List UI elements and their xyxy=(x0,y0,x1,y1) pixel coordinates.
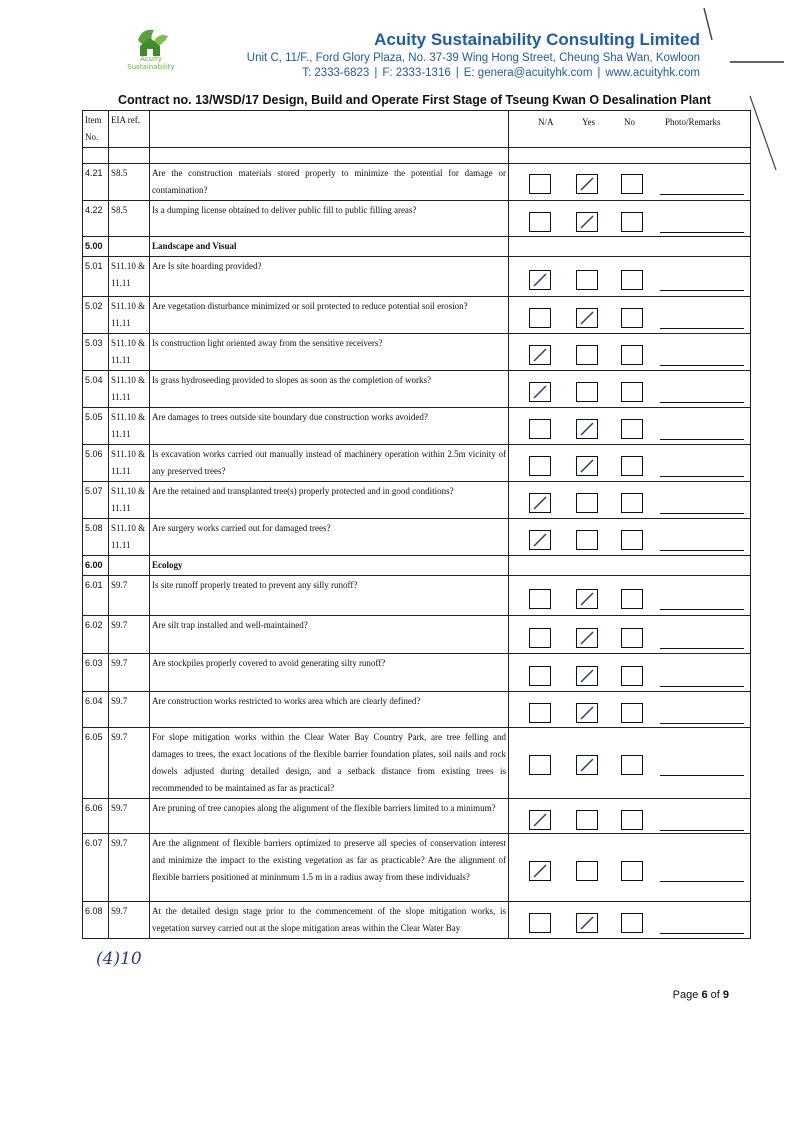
table-row xyxy=(83,371,751,408)
table-row xyxy=(83,164,751,201)
section-title: Ecology xyxy=(150,556,509,576)
item-number: 4.22 xyxy=(83,201,109,237)
na-checkbox[interactable] xyxy=(529,666,551,686)
na-checkbox[interactable] xyxy=(529,174,551,194)
remarks-field[interactable] xyxy=(660,512,744,514)
eia-ref: S9.7 xyxy=(109,616,150,654)
item-number: 6.01 xyxy=(83,576,109,616)
check-cell xyxy=(509,692,751,728)
na-checkbox[interactable] xyxy=(529,628,551,648)
remarks-field[interactable] xyxy=(660,647,744,649)
checkmark-icon xyxy=(579,177,595,191)
na-checkbox[interactable] xyxy=(529,419,551,439)
yes-checkbox[interactable] xyxy=(576,913,598,933)
checkmark-icon xyxy=(532,864,548,878)
no-checkbox[interactable] xyxy=(621,810,643,830)
page-header xyxy=(0,0,794,107)
eia-ref: S11.10 & 11.11 xyxy=(109,297,150,334)
yes-checkbox[interactable] xyxy=(576,755,598,775)
checkmark-icon xyxy=(579,592,595,606)
no-checkbox[interactable] xyxy=(621,628,643,648)
yes-checkbox[interactable] xyxy=(576,345,598,365)
item-number: 5.08 xyxy=(83,519,109,556)
question-text: At the detailed design stage prior to the commencement of the slope mitigation works, is vegetation survey carried out at the slope mitigation areas within the Clear Water Bay xyxy=(150,902,509,939)
question-text: For slope mitigation works within the Clear Water Bay Country Park, are tree felling and damages to trees, the exact locations of the flexible barrier foundation plates, soil nails and rock dowels adjusted during detailed design, and a setback distance from existing trees is recommended to be maintained as far as practical? xyxy=(150,728,509,799)
table-row xyxy=(83,834,751,902)
checkmark-icon xyxy=(532,813,548,827)
company-name: Acuity Sustainability Consulting Limited xyxy=(374,30,700,49)
checkmark-icon xyxy=(532,496,548,510)
question-text: Are pruning of tree canopies along the alignment of the flexible barriers limited to a minimum? xyxy=(150,799,509,834)
item-number: 6.00 xyxy=(83,556,109,576)
question-text: Is excavation works carried out manually instead of machinery operation within 2.5m vicinity of any preserved trees? xyxy=(150,445,509,482)
table-row xyxy=(83,201,751,237)
remarks-field[interactable] xyxy=(660,364,744,366)
no-checkbox[interactable] xyxy=(621,382,643,402)
question-text: Are silt trap installed and well-maintained? xyxy=(150,616,509,654)
item-number: 5.05 xyxy=(83,408,109,445)
header-na: N/A xyxy=(538,117,554,127)
contract-title: Contract no. 13/WSD/17 Design, Build and Operate First Stage of Tseung Kwan O Desalination Plant xyxy=(118,93,711,107)
eia-ref: S9.7 xyxy=(109,692,150,728)
eia-ref: S9.7 xyxy=(109,799,150,834)
remarks-field[interactable] xyxy=(660,549,744,551)
company-logo-icon xyxy=(124,22,176,82)
item-number: 6.05 xyxy=(83,728,109,799)
check-cell xyxy=(509,556,751,576)
yes-checkbox[interactable] xyxy=(576,861,598,881)
header-item: Item No. xyxy=(83,111,109,148)
checkmark-icon xyxy=(579,459,595,473)
no-checkbox[interactable] xyxy=(621,755,643,775)
no-checkbox[interactable] xyxy=(621,345,643,365)
yes-checkbox[interactable] xyxy=(576,628,598,648)
table-header-row xyxy=(83,111,751,148)
checkmark-icon xyxy=(579,422,595,436)
yes-checkbox[interactable] xyxy=(576,530,598,550)
item-number: 6.02 xyxy=(83,616,109,654)
eia-ref: S8.5 xyxy=(109,164,150,201)
item-number: 5.01 xyxy=(83,257,109,297)
remarks-field[interactable] xyxy=(660,438,744,440)
no-checkbox[interactable] xyxy=(621,212,643,232)
yes-checkbox[interactable] xyxy=(576,666,598,686)
check-cell xyxy=(509,164,751,201)
header-no: No xyxy=(624,117,635,127)
header-checks xyxy=(509,111,751,148)
check-cell xyxy=(509,371,751,408)
check-cell xyxy=(509,576,751,616)
logo-caption: Acuity Sustainability xyxy=(127,55,175,71)
question-text: Are vegetation disturbance minimized or soil protected to reduce potential soil erosion? xyxy=(150,297,509,334)
yes-checkbox[interactable] xyxy=(576,270,598,290)
checkmark-icon xyxy=(579,631,595,645)
no-checkbox[interactable] xyxy=(621,530,643,550)
table-row xyxy=(83,902,751,939)
item-number: 4.21 xyxy=(83,164,109,201)
remarks-field[interactable] xyxy=(660,880,744,882)
page-number: Page 6 of 9 xyxy=(672,989,729,1001)
header-yes: Yes xyxy=(582,117,596,127)
na-checkbox[interactable] xyxy=(529,493,551,513)
table-row xyxy=(83,799,751,834)
remarks-field[interactable] xyxy=(660,829,744,831)
eia-ref xyxy=(109,237,150,257)
eia-ref: S8.5 xyxy=(109,201,150,237)
check-cell xyxy=(509,519,751,556)
eia-ref: S11.10 & 11.11 xyxy=(109,482,150,519)
item-number: 5.00 xyxy=(83,237,109,257)
spacer-row xyxy=(83,148,751,164)
company-address: Unit C, 11/F., Ford Glory Plaza, No. 37-39 Wing Hong Street, Cheung Sha Wan, Kowloon xyxy=(246,52,700,64)
table-row xyxy=(83,482,751,519)
table-row xyxy=(83,257,751,297)
eia-ref: S9.7 xyxy=(109,902,150,939)
item-number: 6.07 xyxy=(83,834,109,902)
header-remarks: Photo/Remarks xyxy=(665,117,721,127)
eia-ref: S9.7 xyxy=(109,834,150,902)
website: www.acuityhk.com xyxy=(605,67,700,79)
eia-ref: S11.10 & 11.11 xyxy=(109,334,150,371)
check-cell xyxy=(509,482,751,519)
yes-checkbox[interactable] xyxy=(576,382,598,402)
question-text: Are surgery works carried out for damaged trees? xyxy=(150,519,509,556)
eia-ref: S11.10 & 11.11 xyxy=(109,257,150,297)
na-checkbox[interactable] xyxy=(529,270,551,290)
check-cell xyxy=(509,257,751,297)
remarks-field[interactable] xyxy=(660,722,744,724)
na-checkbox[interactable] xyxy=(529,345,551,365)
eia-ref: S9.7 xyxy=(109,576,150,616)
eia-ref: S11.10 & 11.11 xyxy=(109,519,150,556)
eia-ref: S9.7 xyxy=(109,654,150,692)
question-text: Are the alignment of flexible barriers optimized to preserve all species of conservation interest and minimize the impact to the existing vegetation as far as practicable? Are the alignment of flexible barriers positioned at mininmum 1.5 m in a radius away from these individuals? xyxy=(150,834,509,902)
table-row xyxy=(83,519,751,556)
eia-ref: S11.10 & 11.11 xyxy=(109,371,150,408)
check-cell xyxy=(509,297,751,334)
remarks-field[interactable] xyxy=(660,289,744,291)
check-cell xyxy=(509,654,751,692)
checkmark-icon xyxy=(579,916,595,930)
check-cell xyxy=(509,201,751,237)
na-checkbox[interactable] xyxy=(529,308,551,328)
section-row xyxy=(83,237,751,257)
yes-checkbox[interactable] xyxy=(576,810,598,830)
handwritten-note: (4)10 xyxy=(96,949,142,969)
item-number: 5.07 xyxy=(83,482,109,519)
eia-ref: S9.7 xyxy=(109,728,150,799)
checkmark-icon xyxy=(579,669,595,683)
table-row xyxy=(83,692,751,728)
question-text: Are the construction materials stored properly to minimize the potential for damage or contamination? xyxy=(150,164,509,201)
na-checkbox[interactable] xyxy=(529,913,551,933)
header-question xyxy=(150,111,509,148)
yes-checkbox[interactable] xyxy=(576,493,598,513)
checkmark-icon xyxy=(579,758,595,772)
eia-ref xyxy=(109,556,150,576)
item-number: 6.03 xyxy=(83,654,109,692)
remarks-field[interactable] xyxy=(660,193,744,195)
checklist-table xyxy=(82,110,751,939)
no-checkbox[interactable] xyxy=(621,270,643,290)
yes-checkbox[interactable] xyxy=(576,456,598,476)
checkmark-icon xyxy=(532,385,548,399)
checkmark-icon xyxy=(532,273,548,287)
na-checkbox[interactable] xyxy=(529,212,551,232)
question-text: Is a dumping license obtained to deliver public fill to public filling areas? xyxy=(150,201,509,237)
na-checkbox[interactable] xyxy=(529,755,551,775)
na-checkbox[interactable] xyxy=(529,530,551,550)
table-row xyxy=(83,616,751,654)
remarks-field[interactable] xyxy=(660,327,744,329)
question-text: Is construction light oriented away from the sensitive receivers? xyxy=(150,334,509,371)
section-row xyxy=(83,556,751,576)
no-checkbox[interactable] xyxy=(621,419,643,439)
item-number: 6.04 xyxy=(83,692,109,728)
table-row xyxy=(83,445,751,482)
na-checkbox[interactable] xyxy=(529,456,551,476)
checkmark-icon xyxy=(579,706,595,720)
question-text: Are the retained and transplanted tree(s) properly protected and in good conditions? xyxy=(150,482,509,519)
remarks-field[interactable] xyxy=(660,401,744,403)
yes-checkbox[interactable] xyxy=(576,308,598,328)
remarks-field[interactable] xyxy=(660,475,744,477)
no-checkbox[interactable] xyxy=(621,703,643,723)
yes-checkbox[interactable] xyxy=(576,703,598,723)
header-eia: EIA ref. xyxy=(109,111,150,148)
item-number: 5.03 xyxy=(83,334,109,371)
no-checkbox[interactable] xyxy=(621,589,643,609)
no-checkbox[interactable] xyxy=(621,308,643,328)
no-checkbox[interactable] xyxy=(621,493,643,513)
na-checkbox[interactable] xyxy=(529,589,551,609)
na-checkbox[interactable] xyxy=(529,861,551,881)
yes-checkbox[interactable] xyxy=(576,212,598,232)
na-checkbox[interactable] xyxy=(529,382,551,402)
table-row xyxy=(83,576,751,616)
item-number: 6.06 xyxy=(83,799,109,834)
check-cell xyxy=(509,237,751,257)
item-number: 5.06 xyxy=(83,445,109,482)
no-checkbox[interactable] xyxy=(621,174,643,194)
remarks-field[interactable] xyxy=(660,685,744,687)
table-row xyxy=(83,654,751,692)
remarks-field[interactable] xyxy=(660,608,744,610)
check-cell xyxy=(509,408,751,445)
fax: F: 2333-1316 xyxy=(382,67,451,79)
check-cell xyxy=(509,728,751,799)
no-checkbox[interactable] xyxy=(621,913,643,933)
table-row xyxy=(83,408,751,445)
check-cell xyxy=(509,834,751,902)
yes-checkbox[interactable] xyxy=(576,419,598,439)
table-row xyxy=(83,728,751,799)
no-checkbox[interactable] xyxy=(621,666,643,686)
section-title: Landscape and Visual xyxy=(150,237,509,257)
email: E: genera@acuityhk.com xyxy=(463,67,593,79)
yes-checkbox[interactable] xyxy=(576,174,598,194)
table-row xyxy=(83,334,751,371)
company-contact: T: 2333-6823 | F: 2333-1316 | E: genera@acuityhk.com | www.acuityhk.com xyxy=(302,67,700,79)
item-number: 5.02 xyxy=(83,297,109,334)
check-cell xyxy=(509,445,751,482)
no-checkbox[interactable] xyxy=(621,456,643,476)
checkmark-icon xyxy=(532,533,548,547)
question-text: Are stockpiles properly covered to avoid generating silty runoff? xyxy=(150,654,509,692)
table-row xyxy=(83,297,751,334)
no-checkbox[interactable] xyxy=(621,861,643,881)
question-text: Are Is site hoarding provided? xyxy=(150,257,509,297)
remarks-field[interactable] xyxy=(660,774,744,776)
checkmark-icon xyxy=(579,311,595,325)
checkmark-icon xyxy=(579,215,595,229)
item-number: 5.04 xyxy=(83,371,109,408)
check-cell xyxy=(509,902,751,939)
eia-ref: S11.10 & 11.11 xyxy=(109,408,150,445)
question-text: Are construction works restricted to works area which are clearly defined? xyxy=(150,692,509,728)
item-number: 6.08 xyxy=(83,902,109,939)
phone: T: 2333-6823 xyxy=(302,67,370,79)
na-checkbox[interactable] xyxy=(529,810,551,830)
check-cell xyxy=(509,334,751,371)
na-checkbox[interactable] xyxy=(529,703,551,723)
question-text: Are damages to trees outside site boundary due construction works avoided? xyxy=(150,408,509,445)
check-cell xyxy=(509,616,751,654)
yes-checkbox[interactable] xyxy=(576,589,598,609)
checkmark-icon xyxy=(532,348,548,362)
remarks-field[interactable] xyxy=(660,932,744,934)
check-cell xyxy=(509,799,751,834)
remarks-field[interactable] xyxy=(660,231,744,233)
question-text: Is site runoff properly treated to prevent any silly runoff? xyxy=(150,576,509,616)
eia-ref: S11.10 & 11.11 xyxy=(109,445,150,482)
question-text: Is grass hydroseeding provided to slopes as soon as the completion of works? xyxy=(150,371,509,408)
